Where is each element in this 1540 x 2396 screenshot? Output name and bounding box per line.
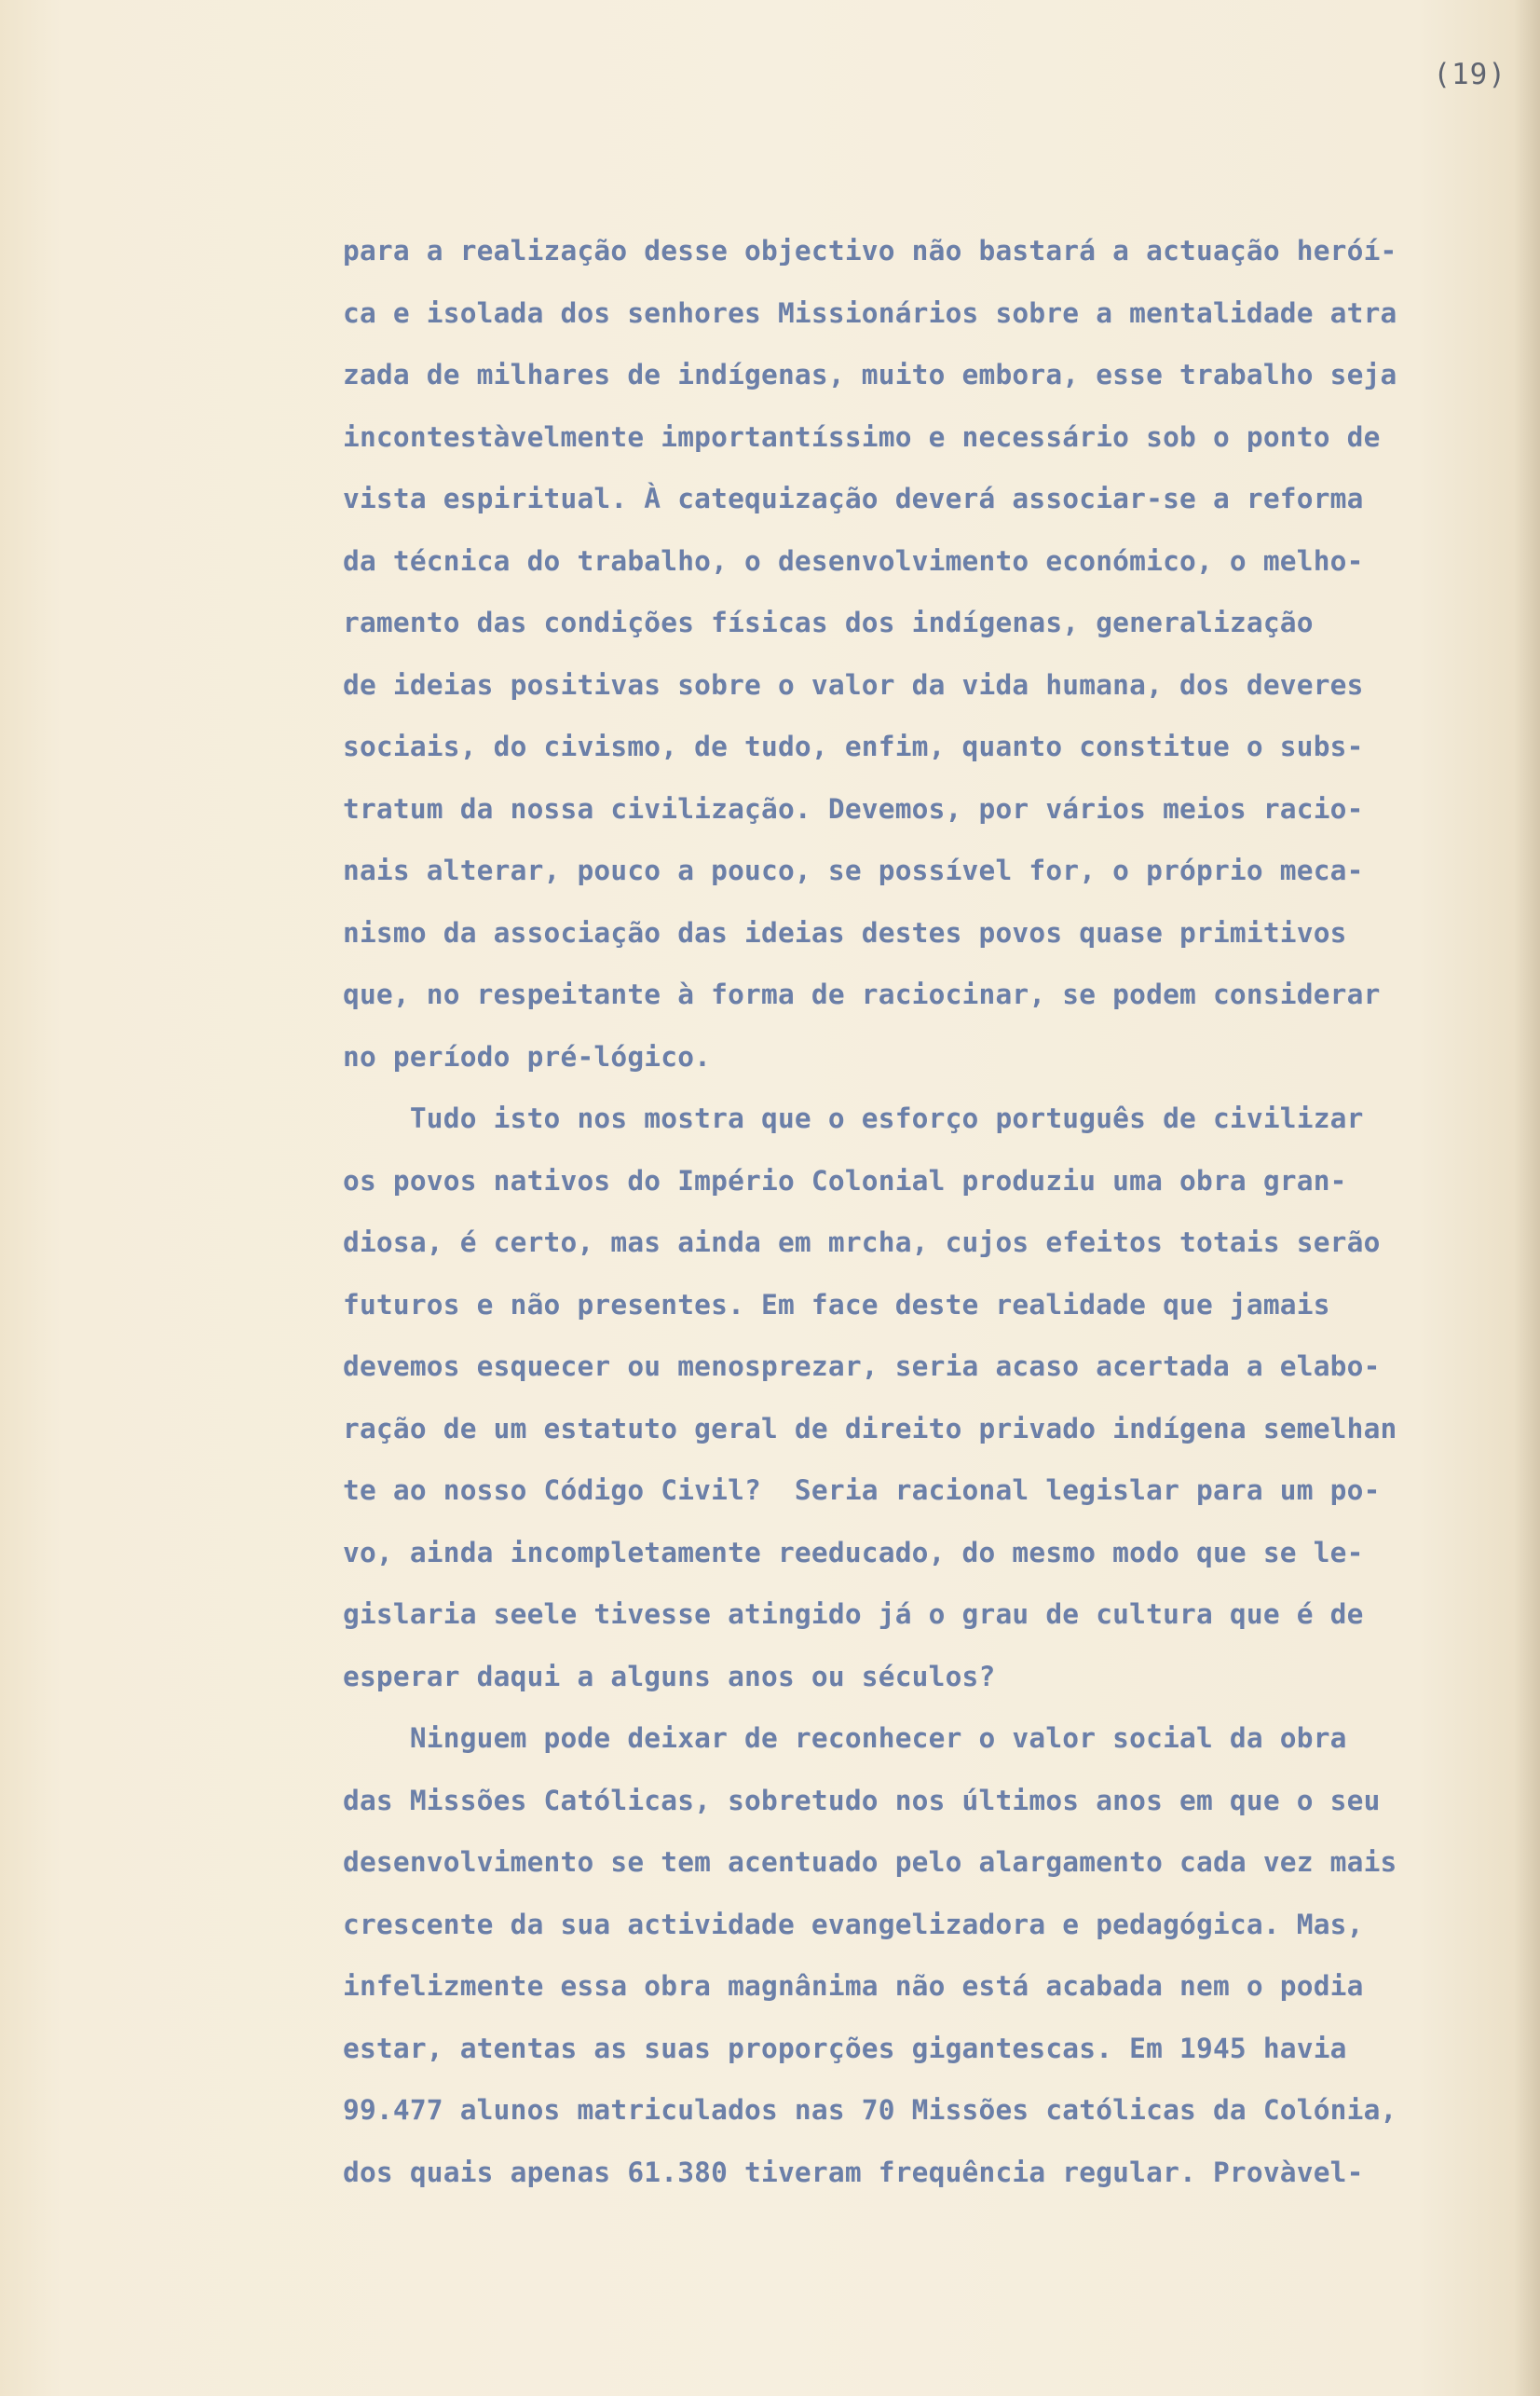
text-line: devemos esquecer ou menosprezar, seria acaso acertada a elabo-: [343, 1350, 1381, 1382]
text-line: incontestàvelmente importantíssimo e necessário sob o ponto de: [343, 420, 1381, 453]
text-line: diosa, é certo, mas ainda em mrcha, cujos efeitos totais serão: [343, 1226, 1381, 1258]
text-line: da técnica do trabalho, o desenvolvimento económico, o melho-: [343, 544, 1364, 577]
text-line: para a realização desse objectivo não bastará a actuação heróí-: [343, 235, 1397, 267]
text-line: infelizmente essa obra magnânima não está acabada nem o podia: [343, 1970, 1364, 2002]
text-line: vo, ainda incompletamente reeducado, do mesmo modo que se le-: [343, 1536, 1364, 1568]
text-line: esperar daqui a alguns anos ou séculos?: [343, 1660, 996, 1692]
text-line: ramento das condições físicas dos indígenas, generalização: [343, 607, 1314, 638]
text-line: zada de milhares de indígenas, muito embora, esse trabalho seja: [343, 359, 1397, 390]
text-line: nais alterar, pouco a pouco, se possível for, o próprio meca-: [343, 855, 1364, 886]
text-line: futuros e não presentes. Em face deste realidade que jamais: [343, 1288, 1330, 1321]
text-line: os povos nativos do Império Colonial produziu uma obra gran-: [343, 1164, 1347, 1197]
page-edge-shadow: [1514, 0, 1540, 2396]
text-line: ração de um estatuto geral de direito privado indígena semelhan: [343, 1412, 1397, 1444]
text-line: dos quais apenas 61.380 tiveram frequência regular. Provàvel-: [343, 2156, 1364, 2188]
text-line: tratum da nossa civilização. Devemos, por vários meios racio-: [343, 792, 1364, 825]
text-line: que, no respeitante à forma de raciocinar, se podem considerar: [343, 979, 1381, 1010]
text-line: de ideias positivas sobre o valor da vida humana, dos deveres: [343, 668, 1364, 701]
text-line: sociais, do civismo, de tudo, enfim, quanto constitue o subs-: [343, 731, 1364, 762]
text-line: vista espiritual. À catequização deverá associar-se a reforma: [343, 483, 1364, 514]
page-number: (19): [1433, 58, 1506, 91]
text-line: 99.477 alunos matriculados nas 70 Missões católicas da Colónia,: [343, 2094, 1397, 2126]
text-line: estar, atentas as suas proporções gigantescas. Em 1945 havia: [343, 2032, 1347, 2064]
typewritten-body: [343, 220, 1512, 2203]
text-line: te ao nosso Código Civil? Seria racional legislar para um po-: [343, 1474, 1381, 1506]
text-line: das Missões Católicas, sobretudo nos últimos anos em que o seu: [343, 1784, 1381, 1816]
text-line: crescente da sua actividade evangelizadora e pedagógica. Mas,: [343, 1908, 1364, 1940]
text-line: gislaria seele tivesse atingido já o grau de cultura que é de: [343, 1598, 1364, 1630]
text-line: nismo da associação das ideias destes povos quase primitivos: [343, 916, 1347, 949]
text-line: no período pré-lógico.: [343, 1040, 712, 1073]
text-line: desenvolvimento se tem acentuado pelo alargamento cada vez mais: [343, 1846, 1397, 1878]
text-line: ca e isolada dos senhores Missionários sobre a mentalidade atra: [343, 296, 1397, 329]
text-line: Tudo isto nos mostra que o esforço português de civilizar: [343, 1102, 1364, 1134]
text-line: Ninguem pode deixar de reconhecer o valor social da obra: [343, 1722, 1347, 1754]
